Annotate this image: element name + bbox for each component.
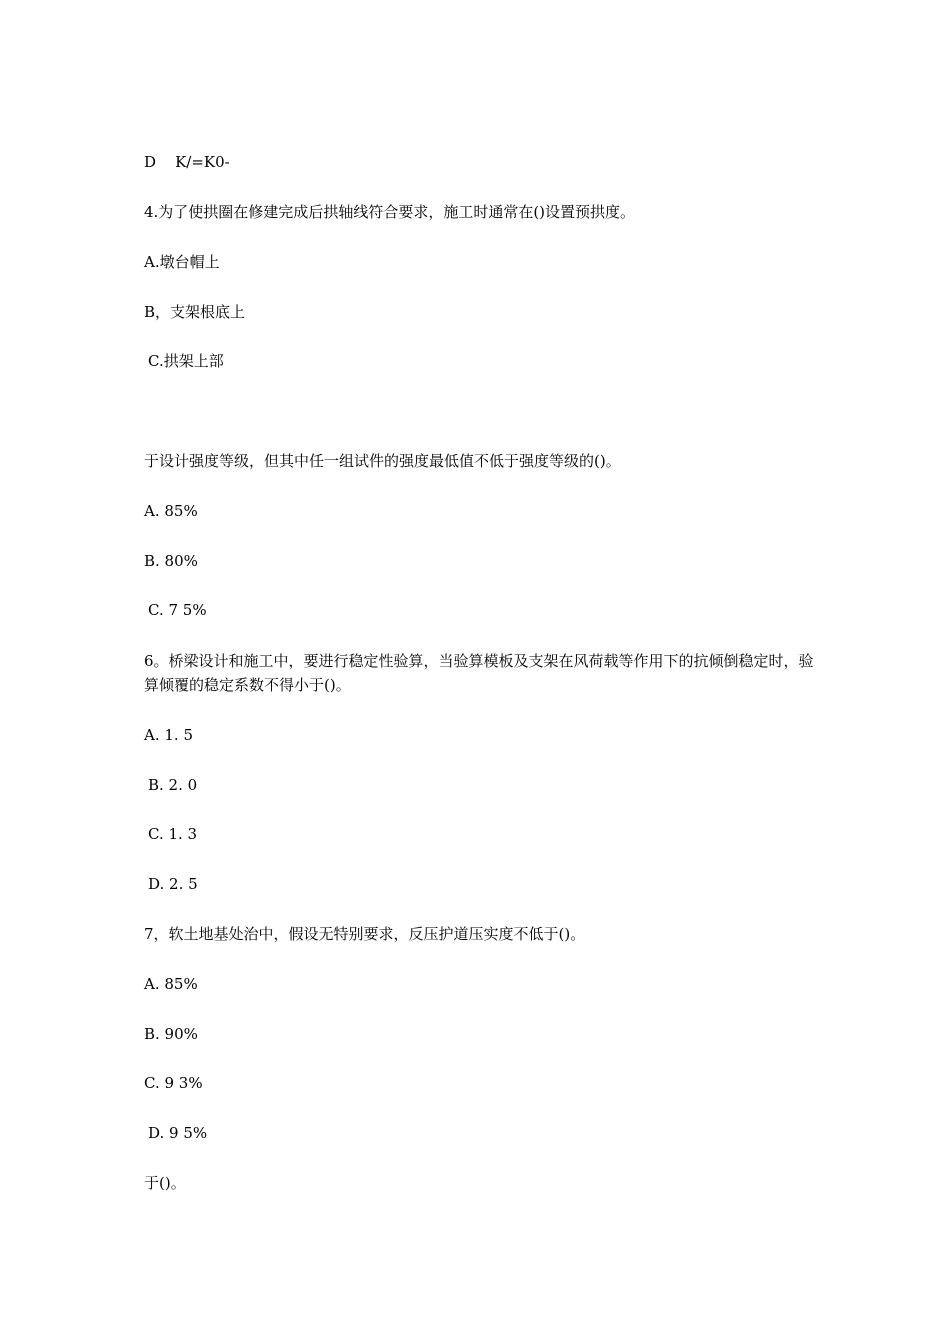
- question-4: 4.为了使拱圈在修建完成后拱轴线符合要求，施工时通常在()设置预拱度。: [144, 203, 636, 221]
- q7-option-d: D. 9 5%: [148, 1124, 208, 1142]
- q7-option-b: B. 90%: [144, 1025, 198, 1043]
- q4-option-b: B，支架根底上: [144, 303, 246, 321]
- q4-option-c: C.拱架上部: [148, 352, 224, 370]
- question-8-fragment: 于()。: [144, 1174, 186, 1192]
- q6-option-a: A. 1. 5: [144, 726, 193, 744]
- q7-option-c: C. 9 3%: [144, 1074, 203, 1092]
- option-d-formula: D K/=K0-: [144, 153, 230, 171]
- q4-option-a: A.墩台帽上: [144, 253, 220, 271]
- q5-option-c: C. 7 5%: [148, 601, 207, 619]
- q7-option-a: A. 85%: [144, 975, 198, 993]
- q6-option-b: B. 2. 0: [148, 776, 198, 794]
- q5-option-b: B. 80%: [144, 552, 198, 570]
- q6-option-d: D. 2. 5: [148, 875, 198, 893]
- question-6: 6。桥梁设计和施工中，要进行稳定性验算，当验算模板及支架在风荷载等作用下的抗倾倒稳定时，验算倾覆的稳定系数不得小于()。: [144, 652, 814, 694]
- question-5-fragment: 于设计强度等级，但其中任一组试件的强度最低值不低于强度等级的()。: [144, 452, 621, 470]
- q5-option-a: A. 85%: [144, 502, 198, 520]
- q6-option-c: C. 1. 3: [148, 825, 198, 843]
- question-7: 7，软土地基处治中，假设无特别要求，反压护道压实度不低于()。: [144, 925, 586, 943]
